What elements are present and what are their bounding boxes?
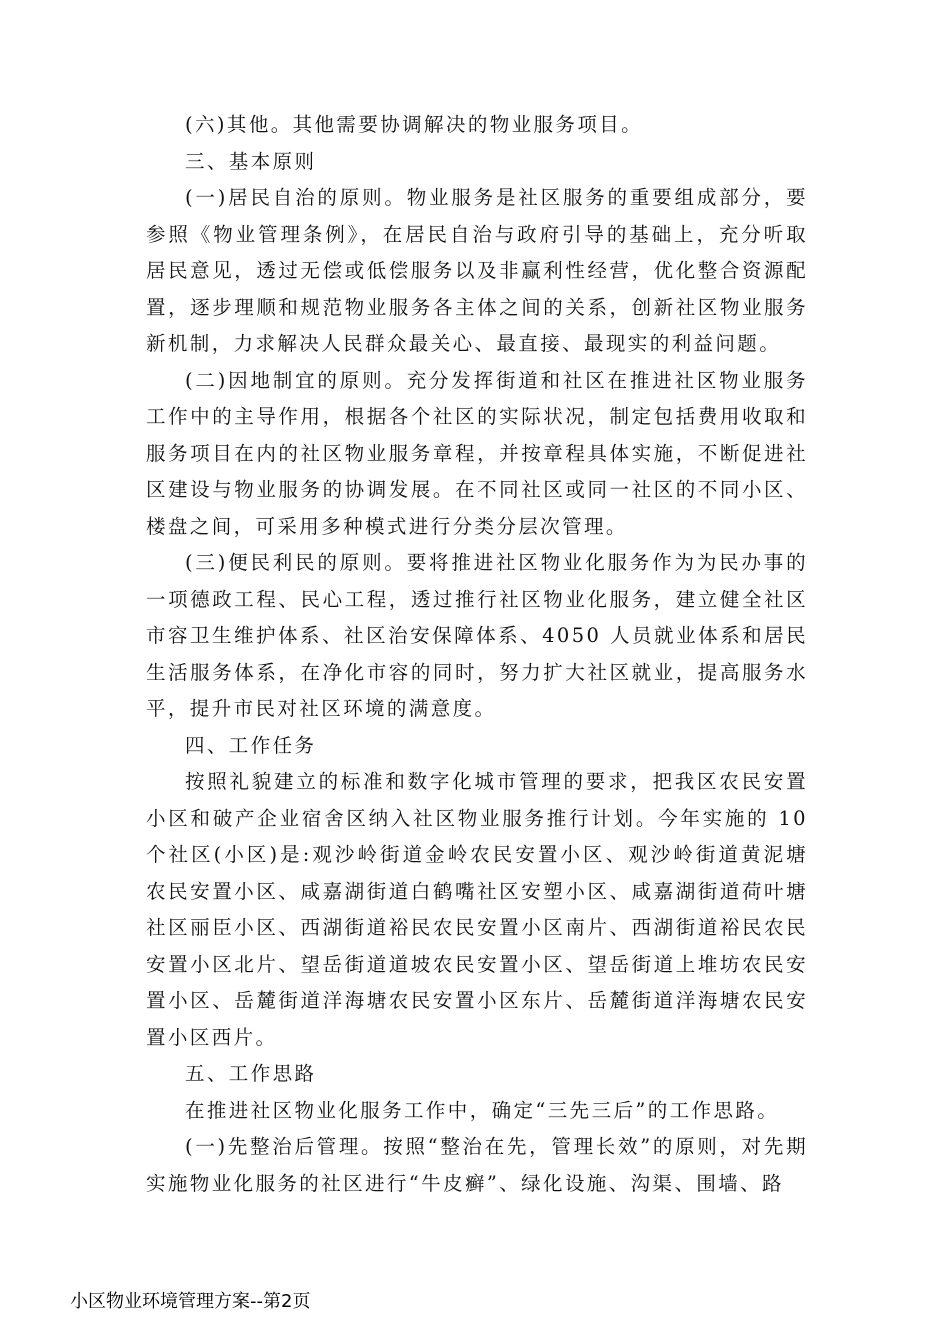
paragraph-work-tasks: 按照礼貌建立的标准和数字化城市管理的要求，把我区农民安置小区和破产企业宿舍区纳入社区物业服务推行计划。今年实施的 10 个社区(小区)是:观沙岭街道金岭农民安置小区、观沙岭街道黄泥塘农民安置小区、咸嘉湖街道白鹤嘴社区安塑小区、咸嘉湖街道荷叶塘社区丽臣小区、西湖街道裕民农民安置小区南片、西湖街道裕民农民安置小区北片、望岳街道道坡农民安置小区、望岳街道上堆坊农民安置小区、岳麓街道洋海塘农民安置小区东片、岳麓街道洋海塘农民安置小区西片。 <box>146 770 808 1049</box>
document-body <box>146 107 808 1202</box>
section-heading-work-ideas: 五、工作思路 <box>185 1062 317 1085</box>
section-heading-basic-principles: 三、基本原则 <box>185 149 317 173</box>
paragraph-three-first: 在推进社区物业化服务工作中，确定“三先三后”的工作思路。 <box>185 1098 780 1122</box>
section-heading-work-tasks: 四、工作任务 <box>185 733 317 757</box>
paragraph-resident-autonomy: (一)居民自治的原则。物业服务是社区服务的重要组成部分，要参照《物业管理条例》，在居民自治与政府引导的基础上，充分听取居民意见，透过无偿或低偿服务以及非赢利性经营，优化整合资源配置，逐步理顺和规范物业服务各主体之间的关系，创新社区物业服务新机制，力求解决人民群众最关心、最直接、最现实的利益问题。 <box>146 186 808 355</box>
paragraph-rectify-first: (一)先整治后管理。按照“整治在先，管理长效”的原则，对先期实施物业化服务的社区进行“牛皮癣”、绿化设施、沟渠、围墙、路 <box>146 1135 808 1195</box>
page-footer: 小区物业环境管理方案--第2页 <box>70 1291 311 1312</box>
paragraph-convenience: (三)便民利民的原则。要将推进社区物业化服务作为为民办事的一项德政工程、民心工程，透过推行社区物业化服务，建立健全社区市容卫生维护体系、社区治安保障体系、4050 人员就业体系和居民生活服务体系，在净化市容的同时，努力扩大社区就业，提高服务水平，提升市民对社区环境的满意度。 <box>146 551 808 720</box>
paragraph-local-conditions: (二)因地制宜的原则。充分发挥街道和社区在推进社区物业服务工作中的主导作用，根据各个社区的实际状况，制定包括费用收取和服务项目在内的社区物业服务章程，并按章程具体实施，不断促进社区建设与物业服务的协调发展。在不同社区或同一社区的不同小区、楼盘之间，可采用多种模式进行分类分层次管理。 <box>146 368 808 538</box>
paragraph-other-items: (六)其他。其他需要协调解决的物业服务项目。 <box>185 113 644 136</box>
